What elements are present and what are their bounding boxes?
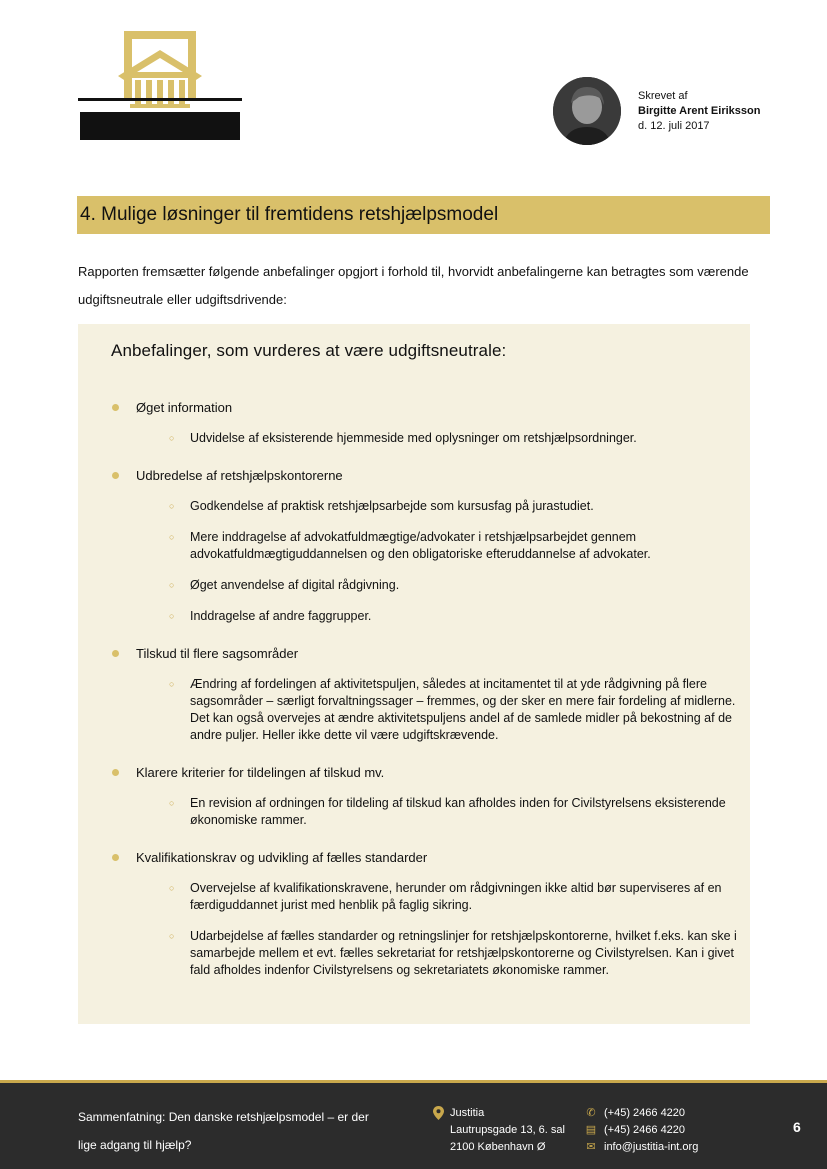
sub-item-text: Ændring af fordelingen af aktivitetspuljen, således at incitamentet til at yde rådgivning på flere sagsområder – særligt forvaltningssager – fremmes, og der sker en mere fair fordeling af midlerne. Det kan også overvejes at ændre aktivitetspuljens andel af de samlede midler på bekostning af de andre puljer. Heller ikke dette vil være udgiftskrævende. (190, 677, 736, 742)
list-item-label: Udbredelse af retshjælpskontorerne (136, 468, 343, 483)
sub-list-item (169, 608, 750, 625)
sub-item-text: Mere inddragelse af advokatfuldmægtige/advokater i retshjælpsarbejdet gennem advokatfuldmægtiguddannelsen og den obligatoriske efteruddannelse af advokater. (190, 530, 651, 561)
sub-item-text: Godkendelse af praktisk retshjælpsarbejde som kursusfag på jurastudiet. (190, 499, 594, 513)
justitia-logo (78, 28, 242, 146)
circle-bullet-icon: ○ (169, 580, 175, 590)
list-item (111, 645, 750, 662)
sub-item-text: Inddragelse af andre faggrupper. (190, 609, 372, 623)
list-item-label: Klarere kriterier for tildelingen af tilskud mv. (136, 765, 385, 780)
list-item-label: Tilskud til flere sagsområder (136, 646, 299, 661)
footer-email[interactable]: info@justitia-int.org (604, 1141, 699, 1153)
sub-list-item (169, 577, 750, 594)
list-item (111, 399, 750, 416)
sub-item-text: Udvidelse af eksisterende hjemmeside med oplysninger om retshjælpsordninger. (190, 431, 637, 445)
circle-bullet-icon: ○ (169, 931, 175, 941)
sub-list-item (169, 928, 750, 979)
footer-address (433, 1105, 565, 1156)
footer-phone[interactable]: (+45) 2466 4220 (604, 1107, 686, 1119)
email-icon: ✉ (586, 1141, 596, 1153)
location-pin-icon (433, 1106, 444, 1120)
sub-item-text: Udarbejdelse af fælles standarder og retningslinjer for retshjælpskontorerne, hvilket f.eks. kan ske i samarbejde mellem et evt. fælles sekretariat for retshjælpskontorerne og Civilstyrelsen. Kan i givet fald afholdes indenfor Civilstyrelsens og sekretariatets økonomiske rammer. (190, 929, 737, 977)
list-item (111, 849, 750, 866)
sub-item-text: Overvejelse af kvalifikationskravene, herunder om rådgivningen ikke altid bør superviseres af en færdiguddannet jurist med henblik på faglig sikring. (190, 881, 722, 912)
sub-list-item (169, 795, 750, 829)
footer-contact (584, 1105, 698, 1156)
footer-org: Justitia (450, 1107, 485, 1119)
box-title: Anbefalinger, som vurderes at være udgiftsneutrale: (111, 341, 507, 360)
bullet-icon (112, 472, 119, 479)
phone-icon: ✆ (586, 1107, 596, 1119)
footer-address-line-2: 2100 København Ø (450, 1141, 546, 1153)
bullet-icon (112, 404, 119, 411)
written-by-label: Skrevet af (638, 90, 688, 102)
footer-address-line-1: Lautrupsgade 13, 6. sal (450, 1124, 565, 1136)
sub-list-item (169, 498, 750, 515)
sub-list-item (169, 676, 750, 744)
sub-list-item (169, 430, 750, 447)
fax-icon: ▤ (585, 1124, 597, 1136)
publish-date: d. 12. juli 2017 (638, 120, 710, 132)
bullet-icon (112, 650, 119, 657)
circle-bullet-icon: ○ (169, 611, 175, 621)
recommendations-box (78, 324, 750, 1024)
bullet-icon (112, 769, 119, 776)
circle-bullet-icon: ○ (169, 532, 175, 542)
circle-bullet-icon: ○ (169, 501, 175, 511)
section-heading-bar (77, 196, 770, 234)
page-footer (0, 1080, 827, 1169)
list-item-label: Kvalifikationskrav og udvikling af fælles standarder (136, 850, 428, 865)
list-item (111, 467, 750, 484)
section-title: 4. Mulige løsninger til fremtidens retshjælpsmodel (80, 204, 499, 225)
bullet-icon (112, 854, 119, 861)
author-avatar (553, 77, 621, 145)
footer-fax: (+45) 2466 4220 (604, 1124, 686, 1136)
sub-list-item (169, 880, 750, 914)
author-name: Birgitte Arent Eiriksson (638, 105, 761, 117)
author-info (638, 89, 760, 134)
circle-bullet-icon: ○ (169, 433, 175, 443)
circle-bullet-icon: ○ (169, 883, 175, 893)
circle-bullet-icon: ○ (169, 798, 175, 808)
circle-bullet-icon: ○ (169, 679, 175, 689)
list-item (111, 764, 750, 781)
sub-item-text: Øget anvendelse af digital rådgivning. (190, 578, 400, 592)
sub-item-text: En revision af ordningen for tildeling af tilskud kan afholdes inden for Civilstyrelsens eksisterende økonomiske rammer. (190, 796, 726, 827)
building-logo-icon (78, 28, 242, 146)
page-number: 6 (793, 1119, 801, 1135)
intro-paragraph: Rapporten fremsætter følgende anbefalinger opgjort i forhold til, hvorvidt anbefalingerne kan betragtes som værende udgiftsneutrale eller udgiftsdrivende: (78, 264, 749, 307)
author-portrait-icon (553, 77, 621, 145)
footer-title: Sammenfatning: Den danske retshjælpsmodel – er der lige adgang til hjælp? (78, 1110, 369, 1152)
list-item-label: Øget information (136, 400, 233, 415)
sub-list-item (169, 529, 750, 563)
